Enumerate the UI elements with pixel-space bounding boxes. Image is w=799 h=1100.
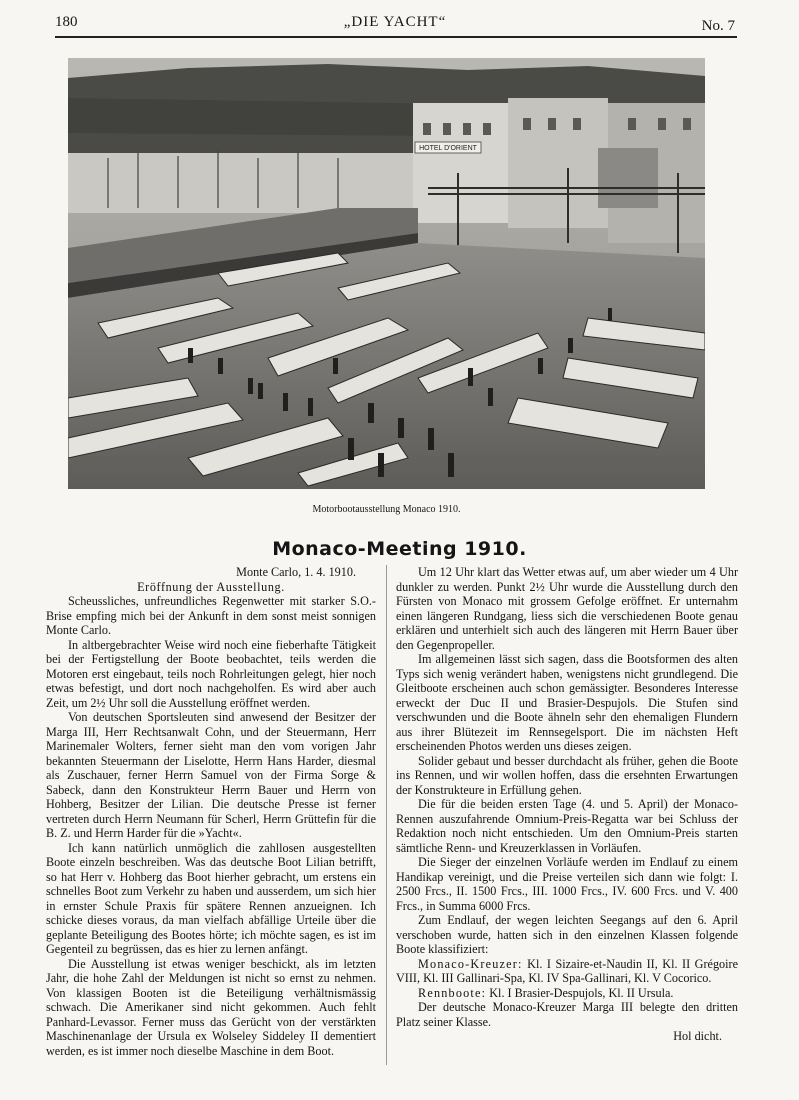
rennboote-label: Rennboote:	[418, 985, 487, 1000]
paragraph: Im allgemeinen lässt sich sagen, dass die Bootsformen des alten Typs sich wenig verändert haben, wenigstens nicht grundlegend. Die Gleitboote erscheinen auch schon gemässigter. Besonderes Interesse erweckt der Duc II und Brasier-Despujols. Die Stufen sind verschwunden und die Boote ähneln sehr den ehemaligen Flundern aus ihrer Blütezeit im Rennsegelsport. Die im nächsten Heft erscheinenden Photos werden uns dieses zeigen.	[396, 652, 738, 753]
article-headline: Monaco-Meeting 1910.	[272, 538, 527, 560]
left-column	[46, 565, 376, 1058]
paragraph: Von deutschen Sportsleuten sind anwesend der Besitzer der Marga III, Herr Rechtsanwalt Cohn, und der Steuermann, Herr Marinemaler Wolters, ferner sieht man den vom vorigen Jahr bekannten Steuermann der Liselotte, Herrn Hans Harder, diesmal als Zuschauer, ferner Herrn Samuel von der Firma Sorge & Sabeck, dann den Konstrukteur Herrn Bauer und Herrn von Hohberg, Besitzer der Lilian. Die deutsche Presse ist ferner vertreten durch Herrn Neumann für Scherl, Herrn Grüttefin für die B. Z. und Herrn Harder für die »Yacht«.	[46, 710, 376, 840]
paragraph: Die für die beiden ersten Tage (4. und 5. April) der Monaco-Rennen auszufahrende Omnium-Preis-Regatta war bei Schluss der Redaktion noch nicht entschieden. Um den Omnium-Preis starten sämtliche Renn- und Kreuzerklassen in Vorläufen.	[396, 797, 738, 855]
column-divider	[386, 565, 387, 1065]
issue-number: No. 7	[701, 18, 735, 34]
kreuzer-results	[396, 957, 738, 986]
page-number: 180	[55, 14, 78, 30]
rennboote-results	[396, 986, 738, 1001]
paragraph: Die Ausstellung ist etwas weniger beschickt, als im letzten Jahr, die hohe Zahl der Meldungen ist nicht so ernst zu nehmen. Von klassigen Booten ist die Beteiligung verhältnismässig schwach. Die Amerikaner sind nicht gekommen. Auch fehlt Panhard-Levassor. Ferner muss das Gerücht von der verstärkten Maschinenanlage der Ursula ex Wolseley Siddeley II dementiert werden, es ist immer noch dieselbe Maschine in dem Boot.	[46, 956, 376, 1058]
kreuzer-label: Monaco-Kreuzer:	[418, 956, 523, 971]
rennboote-text: Kl. I Brasier-Despujols, Kl. II Ursula.	[486, 985, 674, 1000]
paragraph: In altbergebrachter Weise wird noch eine fieberhafte Tätigkeit bei der Fertigstellung der Boote beobachtet, teils werden die Motoren erst eingebaut, teils noch Rohrleitungen gelegt, hier noch etwas befestigt, und dort noch nachgeholfen. Es wird aber auch Zeit, um 2½ Uhr soll die Ausstellung eröffnet werden.	[46, 637, 376, 710]
right-column	[396, 565, 738, 1044]
paragraph: Scheussliches, unfreundliches Regenwetter mit starker S.O.-Brise empfing mich bei der Ankunft in dem sonst meist sonnigen Monte Carlo.	[46, 594, 376, 637]
paragraph: Die Sieger der einzelnen Vorläufe werden im Endlauf zu einem Handikap vereinigt, und die Preise verteilen sich dann wie folgt: I. 2500 Frcs., II. 1500 Frcs., III. 1000 Frcs., IV. 600 Frcs. und V. 400 Frcs., in Summa 6000 Frcs.	[396, 855, 738, 913]
kreuzer-text: Kl. I Sizaire-et-Naudin II, Kl. II Grégoire VIII, Kl. III Gallinari-Spa, Kl. IV Spa-Gallinari, Kl. V Cocorico.	[396, 956, 738, 985]
figure-caption: Motorbootausstellung Monaco 1910.	[312, 504, 461, 515]
paragraph: Zum Endlauf, der wegen leichten Seegangs auf den 6. April verschoben wurde, hatten sich in den einzelnen Klassen folgende Boote klassifiziert:	[396, 913, 738, 956]
paragraph: Ich kann natürlich unmöglich die zahllosen ausgestellten Boote einzeln beschreiben. Was das deutsche Boot Lilian betrifft, so hat Herr v. Hohberg das Boot hierher gebracht, um erstens ein schnelles Boot zum Verkehr zu haben und ausserdem, um sich hier in ernster Schule Praxis für spätere Rennen anzueignen. Ich schicke dieses voraus, da man vielfach abfällige Urteile über die geplante Beteiligung des Bootes hörte; ich möchte sagen, es ist im Gegenteil zu begrüssen, das es hier zu lernen anfängt.	[46, 840, 376, 956]
author-signature: Hol dicht.	[673, 1029, 722, 1043]
page-header	[55, 10, 735, 36]
journal-title: „DIE YACHT“	[343, 14, 447, 30]
harbor-photo	[68, 58, 705, 489]
header-rule	[55, 36, 737, 38]
paragraph: Um 12 Uhr klart das Wetter etwas auf, um aber wieder um 4 Uhr dunkler zu werden. Punkt 2½ Uhr wurde die Ausstellung durch den Fürsten von Monaco mit grossem Gefolge eröffnet. Er unternahm einen längeren Rundgang, liess sich die verschiedenen Boote genau erklären und unterhielt sich auch des längeren mit Herrn Bauer über den Gegenpropeller.	[396, 565, 738, 652]
paragraph: Solider gebaut und besser durchdacht als früher, gehen die Boote ins Rennen, und wir wollen hoffen, dass die ersehnten Erwartungen der Konstrukteure in Erfüllung gehen.	[396, 753, 738, 797]
subheading: Eröffnung der Ausstellung.	[137, 579, 285, 594]
dateline: Monte Carlo, 1. 4. 1910.	[236, 565, 356, 579]
hotel-sign: HOTEL D'ORIENT	[419, 145, 477, 152]
closing-paragraph: Der deutsche Monaco-Kreuzer Marga III belegte den dritten Platz seiner Klasse.	[396, 1000, 738, 1029]
